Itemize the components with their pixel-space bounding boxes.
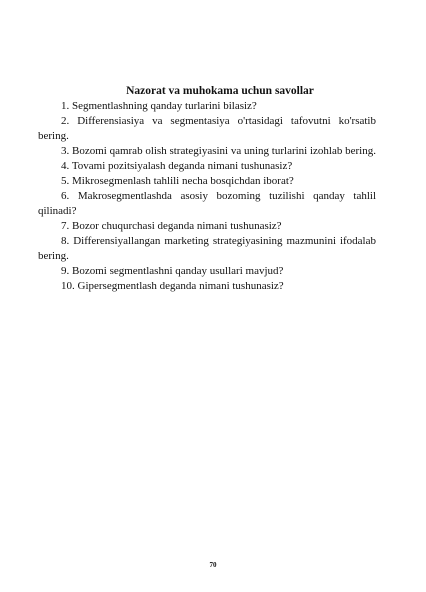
- question-number: 2.: [61, 115, 70, 127]
- question-text: Segmentlashning qanday turlarini bilasiz?: [72, 100, 257, 112]
- question-item: [38, 234, 376, 264]
- question-number: 5.: [61, 175, 70, 187]
- question-text: Mikrosegmenlash tahlili necha bosqichdan iborat?: [72, 175, 294, 187]
- question-item: [38, 264, 376, 279]
- section-heading: Nazorat va muhokama uchun savollar: [126, 85, 314, 97]
- question-item: [38, 279, 376, 294]
- question-text: Tovami pozitsiyalash deganda nimani tushunasiz?: [71, 160, 293, 172]
- question-text: Bozomi qamrab olish strategiyasini va uning turlarini izohlab bering.: [72, 145, 376, 157]
- question-text: Differensiasiya va segmentasiya o'rtasidagi tafovutni ko'rsatib bering.: [38, 115, 376, 142]
- question-item: [38, 144, 376, 159]
- questions-list: [38, 99, 376, 294]
- question-number: 8.: [61, 235, 70, 247]
- question-item: [38, 174, 376, 189]
- question-text: Bozor chuqurchasi deganda nimani tushunasiz?: [72, 220, 282, 232]
- question-text: Bozomi segmentlashni qanday usullari mavjud?: [72, 265, 284, 277]
- question-item: [38, 219, 376, 234]
- question-number: 4.: [61, 160, 70, 172]
- question-number: 7.: [61, 220, 70, 232]
- question-item: [38, 114, 376, 144]
- question-item: [38, 189, 376, 219]
- question-number: 9.: [61, 265, 70, 277]
- question-item: [38, 99, 376, 114]
- question-number: 10.: [61, 280, 75, 292]
- question-number: 1.: [61, 100, 70, 112]
- question-text: Makrosegmentlashda asosiy bozoming tuzilishi qanday tahlil qilinadi?: [38, 190, 376, 217]
- page-number: 70: [209, 561, 217, 569]
- question-text: Differensiyallangan marketing strategiyasining mazmunini ifodalab bering.: [38, 235, 376, 262]
- question-number: 3.: [61, 145, 70, 157]
- question-number: 6.: [61, 190, 70, 202]
- question-item: [38, 159, 376, 174]
- question-text: Gipersegmentlash deganda nimani tushunasiz?: [77, 280, 284, 292]
